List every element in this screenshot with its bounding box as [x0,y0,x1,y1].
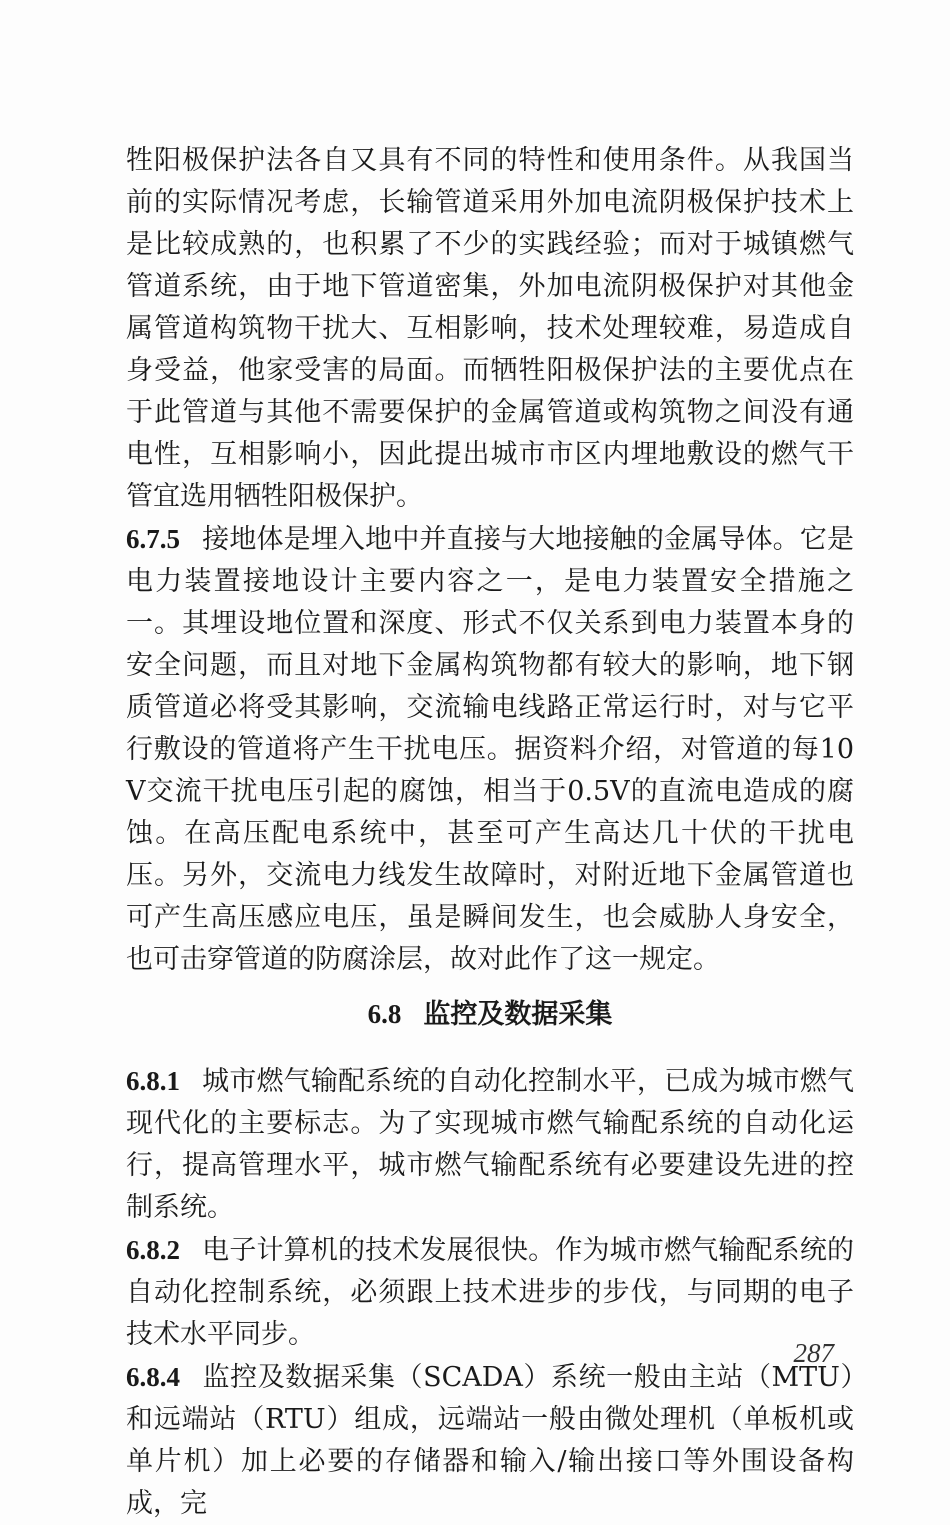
clause-text: 接地体是埋入地中并直接与大地接触的金属导体。它是电力装置接地设计主要内容之一，是电力装置安全措施之一。其埋设地位置和深度、形式不仅关系到电力装置本身的安全问题，而且对地下金属构筑物都有较大的影响，地下钢质管道必将受其影响，交流输电线路正常运行时，对与它平行敷设的管道将产生干扰电压。据资料介绍，对管道的每10V交流干扰电压引起的腐蚀，相当于0.5V的直流电造成的腐蚀。在高压配电系统中，甚至可产生高达几十伏的干扰电压。另外，交流电力线发生故障时，对附近地下金属管道也可产生高压感应电压，虽是瞬间发生，也会威胁人身安全，也可击穿管道的防腐涂层，故对此作了这一规定。 [126,524,854,975]
clause-6-8-1 [126,1060,854,1229]
clause-text: 电子计算机的技术发展很快。作为城市燃气输配系统的自动化控制系统，必须跟上技术进步的步伐，与同期的电子技术水平同步。 [126,1235,854,1350]
paragraph-text: 牲阳极保护法各自又具有不同的特性和使用条件。从我国当前的实际情况考虑，长输管道采用外加电流阴极保护技术上是比较成熟的，也积累了不少的实践经验；而对于城镇燃气管道系统，由于地下管道密集，外加电流阴极保护对其他金属管道构筑物干扰大、互相影响，技术处理较难，易造成自身受益，他家受害的局面。而牺牲阳极保护法的主要优点在于此管道与其他不需要保护的金属管道或构筑物之间没有通电性，互相影响小，因此提出城市市区内埋地敷设的燃气干管宜选用牺牲阳极保护。 [126,145,854,512]
clause-number: 6.8.1 [126,1066,180,1096]
clause-text: 城市燃气输配系统的自动化控制水平，已成为城市燃气现代化的主要标志。为了实现城市燃气输配系统的自动化运行，提高管理水平，城市燃气输配系统有必要建设先进的控制系统。 [126,1066,854,1223]
page-body [126,140,854,1525]
clause-number: 6.8.2 [126,1235,180,1265]
paragraph-continued [126,140,854,518]
clause-text: 监控及数据采集（SCADA）系统一般由主站（MTU）和远端站（RTU）组成，远端站一般由微处理机（单板机或单片机）加上必要的存储器和输入/输出接口等外围设备构成，完 [126,1362,854,1519]
clause-number: 6.7.5 [126,524,180,554]
clause-6-7-5 [126,518,854,981]
section-title: 监控及数据采集 [423,999,613,1030]
section-number: 6.8 [367,999,402,1029]
clause-6-8-2 [126,1229,854,1356]
section-heading [126,993,854,1036]
clause-6-8-4 [126,1356,854,1525]
clause-number: 6.8.4 [126,1362,180,1392]
page-number: 287 [793,1338,834,1368]
